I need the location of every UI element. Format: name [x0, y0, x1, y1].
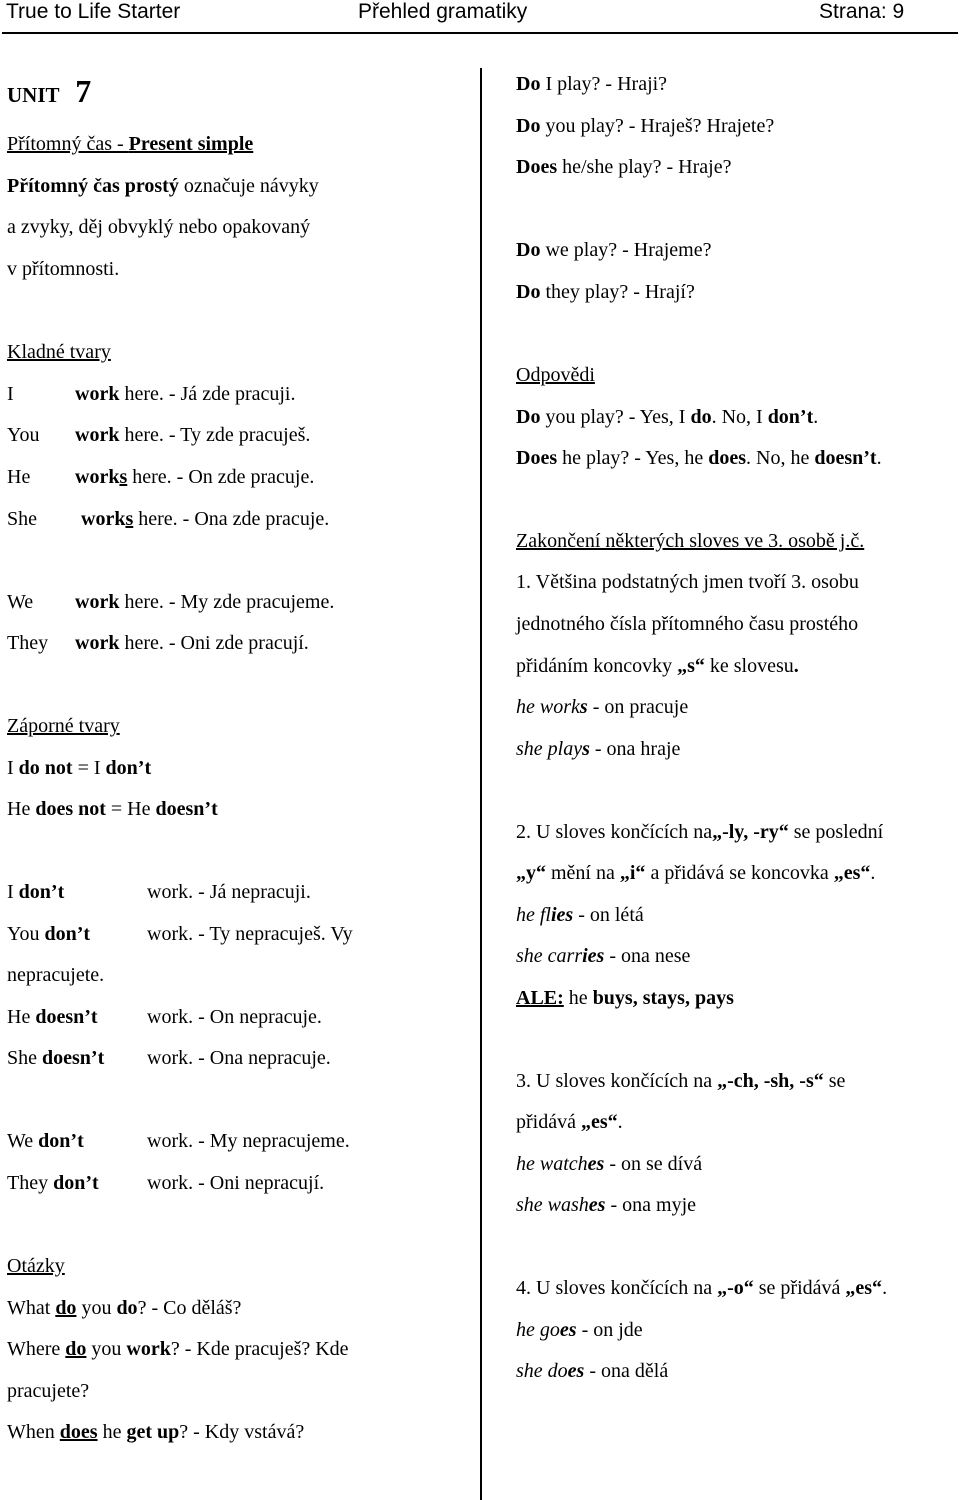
rule-1-line: přidáním koncovky „s“ ke slovesu.: [516, 655, 799, 677]
negative-forms-heading: Záporné tvary: [7, 715, 120, 737]
intro-line-1: Přítomný čas prostý označuje návyky: [7, 175, 319, 197]
positive-forms-heading: Kladné tvary: [7, 341, 111, 363]
positive-row: He works here. - On zde pracuje.: [7, 466, 315, 488]
negative-row-continuation: nepracujete.: [7, 964, 105, 986]
answers-heading: Odpovědi: [516, 364, 595, 386]
rule-1-line: 1. Většina podstatných jmen tvoří 3. osobu: [516, 571, 859, 593]
unit-number: 7: [75, 73, 92, 109]
question-form: Do you play? - Hraješ? Hrajete?: [516, 115, 775, 137]
question-form: Does he/she play? - Hraje?: [516, 156, 732, 178]
positive-row: We work here. - My zde pracujeme.: [7, 591, 335, 613]
example: he flies - on létá: [516, 904, 644, 926]
negative-row: They don’t work. - Oni nepracují.: [7, 1172, 325, 1194]
exception-note: ALE: he buys, stays, pays: [516, 987, 734, 1009]
questions-heading: Otázky: [7, 1255, 65, 1277]
section-title: Přítomný čas - Present simple: [7, 133, 254, 155]
rule-1-line: jednotného čísla přítomného času prostého: [516, 613, 859, 635]
header-book-title: True to Life Starter: [6, 0, 181, 23]
rule-3-line: přidává „es“.: [516, 1111, 623, 1133]
question-example: When does he get up? - Kdy vstává?: [7, 1421, 305, 1443]
header-page-number: Strana: 9: [819, 0, 905, 23]
negative-row: He doesn’t work. - On nepracuje.: [7, 1006, 322, 1028]
header-divider: [2, 32, 958, 34]
question-example: What do you do? - Co děláš?: [7, 1297, 242, 1319]
question-form: Do we play? - Hrajeme?: [516, 239, 712, 261]
positive-row: You work here. - Ty zde pracuješ.: [7, 424, 311, 446]
negative-contraction-1: I do not = I don’t: [7, 757, 152, 779]
example: she carries - ona nese: [516, 945, 691, 967]
unit-heading: [7, 74, 91, 112]
example: he works - on pracuje: [516, 696, 689, 718]
example: she does - ona dělá: [516, 1360, 669, 1382]
question-example: Where do you work? - Kde pracuješ? Kde: [7, 1338, 349, 1360]
short-answer: Does he play? - Yes, he does. No, he doesn’t.: [516, 447, 882, 469]
example: he goes - on jde: [516, 1319, 643, 1341]
example: she washes - ona myje: [516, 1194, 696, 1216]
negative-row: You don’t work. - Ty nepracuješ. Vy: [7, 923, 353, 945]
column-divider: [480, 68, 482, 1500]
short-answer: Do you play? - Yes, I do. No, I don’t.: [516, 406, 819, 428]
negative-row: We don’t work. - My nepracujeme.: [7, 1130, 350, 1152]
negative-row: I don’t work. - Já nepracuji.: [7, 881, 311, 903]
rule-2-line: „y“ mění na „i“ a přidává se koncovka „es“.: [516, 862, 876, 884]
header-section-title: Přehled gramatiky: [358, 0, 528, 23]
example: she plays - ona hraje: [516, 738, 681, 760]
example: he watches - on se dívá: [516, 1153, 703, 1175]
question-example-continuation: pracujete?: [7, 1380, 90, 1402]
rule-2-line: 2. U sloves končících na„-ly, -ry“ se poslední: [516, 821, 884, 843]
negative-row: She doesn’t work. - Ona nepracuje.: [7, 1047, 331, 1069]
unit-label: UNIT: [7, 83, 60, 107]
endings-heading: Zakončení některých sloves ve 3. osobě j.č.: [516, 530, 865, 552]
negative-contraction-2: He does not = He doesn’t: [7, 798, 218, 820]
question-form: Do I play? - Hraji?: [516, 73, 668, 95]
positive-row: I work here. - Já zde pracuji.: [7, 383, 296, 405]
rule-4-line: 4. U sloves končících na „-o“ se přidává „es“.: [516, 1277, 888, 1299]
intro-line-3: v přítomnosti.: [7, 258, 120, 280]
positive-row: She works here. - Ona zde pracuje.: [7, 508, 330, 530]
rule-3-line: 3. U sloves končících na „-ch, -sh, -s“ se: [516, 1070, 846, 1092]
intro-line-2: a zvyky, děj obvyklý nebo opakovaný: [7, 216, 311, 238]
positive-row: They work here. - Oni zde pracují.: [7, 632, 309, 654]
page-header: [0, 0, 960, 28]
question-form: Do they play? - Hrají?: [516, 281, 695, 303]
